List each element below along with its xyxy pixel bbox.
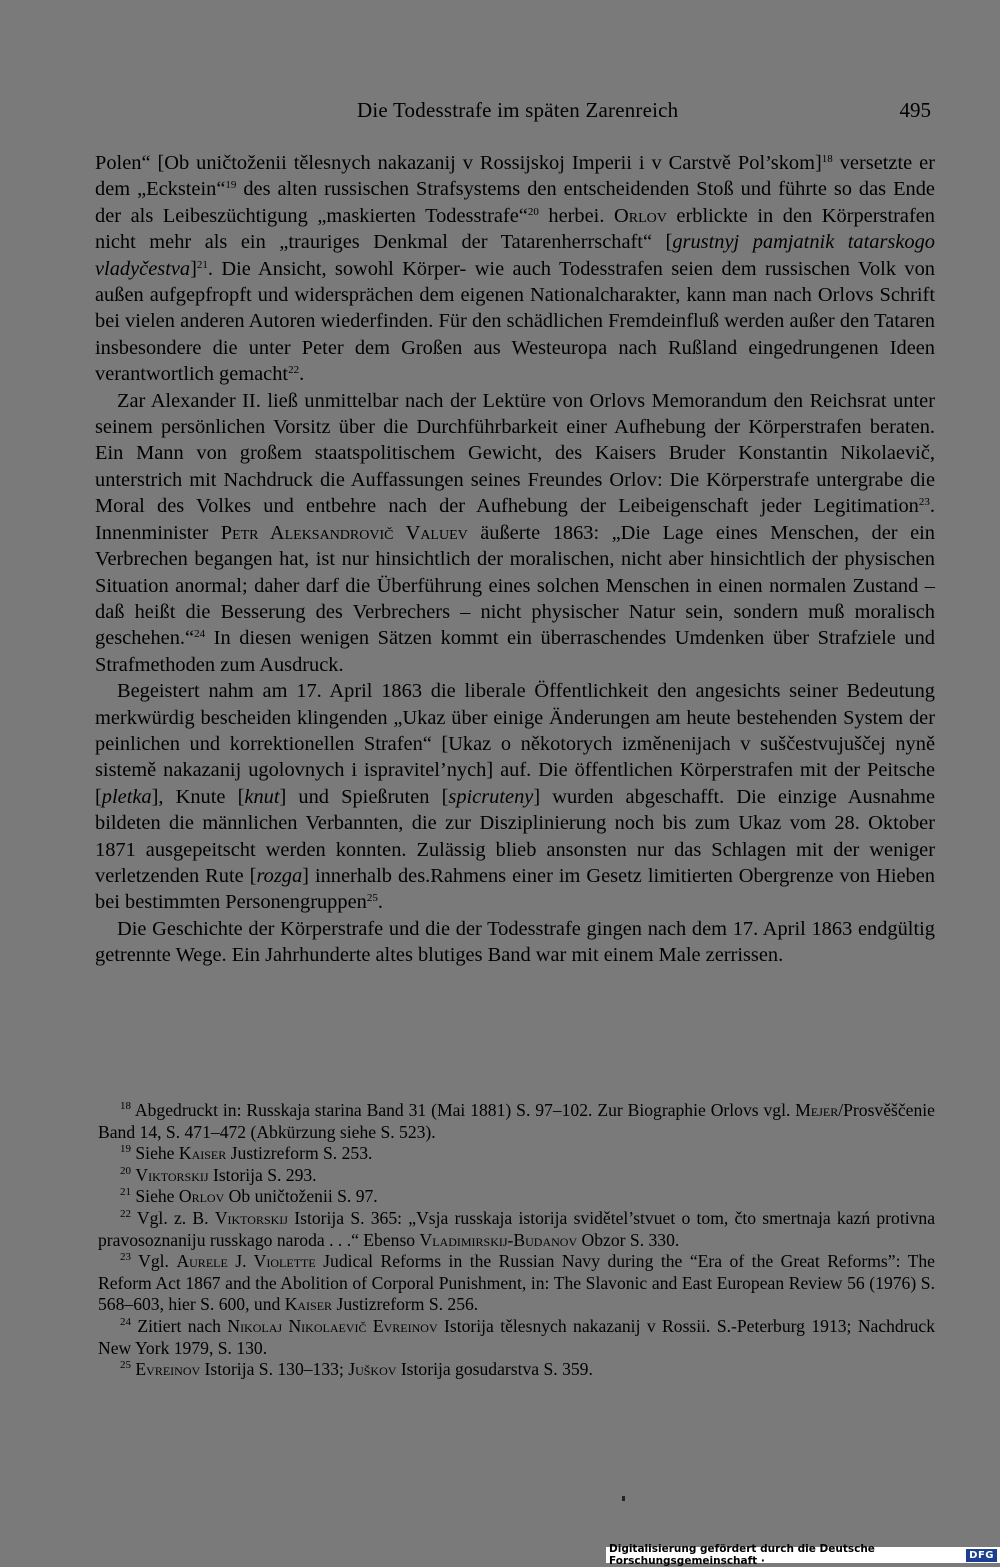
- footnote-number: 21: [120, 1186, 131, 1199]
- text-run: Istorija S. 130–133;: [200, 1359, 349, 1380]
- footnotes: [98, 1100, 935, 1381]
- footnote-ref-23: 23: [918, 496, 930, 509]
- footnote-20: [98, 1165, 935, 1187]
- text-run: . Innenminister: [95, 495, 935, 544]
- footnote-number: 25: [120, 1359, 131, 1372]
- author-name: Orlov: [178, 1186, 225, 1207]
- footnote-ref-18: 18: [821, 153, 833, 165]
- footnote-ref-24: 24: [194, 628, 206, 641]
- italic-term: knut: [244, 785, 280, 808]
- footnote-number: 23: [120, 1251, 131, 1264]
- text-run: Justizreform S. 253.: [226, 1143, 373, 1164]
- text-run: äußerte 1863: „Die Lage eines Menschen, der ein Verbrechen begangen hat, ist nur hinsichtlich der moralischen, nicht aber hinsichtlich der physischen Situation anormal; daher darf die Überführung eines solchen Menschen in einen normalen Zustand – daß heißt die Besserung des Verbrechers – nicht physischer Natur sein, sondern muß moralisch geschehen.“: [95, 521, 935, 650]
- text-run: ] und Spießruten [: [279, 785, 449, 808]
- text-run: Siehe: [131, 1186, 179, 1207]
- author-name: Vladimirskij-Budanov: [419, 1229, 578, 1250]
- text-run: des alten russischen Strafsystems den entscheidenden Stoß und führte so das Ende der als Leibeszüchtigung „maskierten Todesstrafe“: [95, 178, 935, 227]
- author-name: Mejer: [795, 1100, 839, 1120]
- footnote-18: [98, 1100, 935, 1143]
- text-run: Begeistert nahm am 17. April 1863 die liberale Öffentlichkeit den angesichts seiner Bedeutung merkwürdig bescheiden klingenden „Ukaz über einige Änderungen am heute bestehenden System der peinlichen und korrektionellen Strafen“ [Ukaz o někotorych izměnenijach v suščestvujuščej nyně sistemě nakazanij ugolovnych i ispravitel’nych] auf. Die öffentlichen Körperstrafen mit der Peitsche [: [95, 680, 935, 808]
- text-run: /Prosvěščenie Band 14, S. 471–472 (Abkürzung siehe S. 523).: [98, 1100, 935, 1142]
- footnote-24: [98, 1316, 935, 1359]
- paragraph-2: [95, 388, 935, 678]
- footnote-23: [98, 1251, 935, 1316]
- author-name: Aurele J. Violette: [176, 1251, 316, 1272]
- footnote-ref-22: 22: [288, 364, 300, 377]
- text-run: .: [299, 363, 305, 386]
- text-run: Vgl. z. B.: [131, 1207, 215, 1228]
- text-run: Istorija tělesnych nakazanij v Rossii. S.-Peterburg 1913; Nachdruck New York 1979, S. 130.: [98, 1315, 935, 1358]
- text-run: Zitiert nach: [131, 1315, 228, 1336]
- italic-term: rozga: [256, 864, 303, 887]
- paragraph-1: [95, 150, 935, 388]
- text-run: . Die Ansicht, sowohl Körper- wie auch Todesstrafen seien dem russischen Volk von außen aufgepfropft und widersprächen dem eigenen Nationalcharakter, kann man nach Orlovs Schrift bei vielen anderen Autoren wiederfinden. Für den schädlichen Fremdeinfluß werden außer den Tataren insbesondere die unter Peter dem Großen aus Westeuropa nach Rußland eingedrungenen Ideen verantwortlich gemacht: [95, 257, 935, 386]
- text-run: ], Knute [: [151, 785, 245, 808]
- text-run: Polen“ [Ob uničtoženii tělesnych nakazanij v Rossijskoj Imperii i v Carstvě Pol’skom]: [95, 152, 822, 174]
- italic-term: spicruteny: [448, 785, 534, 808]
- text-run: herbei.: [538, 204, 614, 227]
- text-run: Obzor S. 330.: [577, 1229, 680, 1250]
- dfg-logo: DFG: [966, 1549, 997, 1562]
- footnote-number: 19: [120, 1143, 131, 1156]
- footnote-ref-21: 21: [196, 258, 208, 271]
- footnote-22: [98, 1208, 935, 1251]
- footnote-ref-25: 25: [366, 892, 378, 905]
- footnote-number: 22: [120, 1207, 131, 1220]
- italic-term: pletka: [101, 785, 152, 808]
- text-run: Ob uničtoženii S. 97.: [224, 1186, 378, 1207]
- author-name: Juškov: [348, 1359, 397, 1380]
- text-run: .: [377, 891, 383, 914]
- credit-text: Digitalisierung gefördert durch die Deutsche Forschungsgemeinschaft ·: [609, 1543, 875, 1567]
- running-title: Die Todesstrafe im späten Zarenreich: [357, 98, 679, 122]
- author-name: Petr Aleksandrovič Valuev: [220, 521, 468, 544]
- main-text: [95, 150, 935, 969]
- footnote-number: 18: [120, 1100, 131, 1112]
- paragraph-3: [95, 678, 935, 916]
- text-run: Justizreform S. 256.: [332, 1294, 479, 1315]
- footnote-19: [98, 1143, 935, 1165]
- text-run: Vgl.: [131, 1251, 177, 1272]
- author-name: Viktorskij: [214, 1207, 288, 1228]
- author-name: Nikolaj Nikolaevič Evreinov: [227, 1315, 438, 1336]
- author-name: Kaiser: [178, 1143, 227, 1164]
- text-run: In diesen wenigen Sätzen kommt ein überraschendes Umdenken über Strafziele und Strafmethoden zum Ausdruck.: [95, 627, 935, 676]
- text-run: ]: [190, 257, 197, 280]
- text-run: Abgedruckt in: Russkaja starina Band 31 (Mai 1881) S. 97–102. Zur Biographie Orlovs vgl.: [131, 1100, 796, 1120]
- text-run: ] wurden abgeschafft. Die einzige Ausnahme bildeten die männlichen Verbannten, die zur Disziplinierung noch bis zum Ukaz vom 28. Oktober 1871 ausgepeitscht werden konnten. Zulässig blieb ansonsten nur das Schlagen mit der weniger verletzenden Rute [: [95, 785, 935, 887]
- text-run: Istorija S. 365: „Vsja russkaja istorija svidětel’stvuet o tom, čto smertnaja kazń protivna pravosoznaniju russkago naroda . . .“ Ebenso: [98, 1207, 936, 1250]
- scan-speck: [622, 1496, 625, 1501]
- footnote-number: 24: [120, 1315, 131, 1328]
- text-run: Judical Reforms in the Russian Navy during the “Era of the Great Reforms”: The Reform Act 1867 and the Abolition of Corporal Punishment, in: The Slavonic and East European Review 56 (1976) S. 568–603, hier S. 600, und: [98, 1251, 935, 1315]
- footnote-25: [98, 1359, 935, 1381]
- text-run: Zar Alexander II. ließ unmittelbar nach der Lektüre von Orlovs Memorandum den Reichsrat unter seinem persönlichen Vorsitz über die Durchführbarkeit einer Aufhebung der Körperstrafen beraten. Ein Mann von großem staatspolitischem Gewicht, des Kaisers Bruder Konstantin Nikolaevič, unterstrich mit Nachdruck die Auffassungen seines Freundes Orlov: Die Körperstrafe untergrabe die Moral des Volkes und entbehre nach der Aufhebung der Leibeigenschaft jeder Legitimation: [95, 389, 935, 518]
- text-run: ] innerhalb des.Rahmens einer im Gesetz limitierten Obergrenze von Hieben bei bestimmten Personengruppen: [95, 864, 935, 914]
- footnote-ref-19: 19: [225, 179, 237, 192]
- paragraph-4: Die Geschichte der Körperstrafe und die der Todesstrafe gingen nach dem 17. April 1863 endgültig getrennte Wege. Ein Jahrhunderte altes blutiges Band war mit einem Male zerrissen.: [95, 917, 935, 967]
- italic-term: grustnyj pamjatnik tatarskogo vladyčestva: [95, 231, 935, 280]
- text-run: Siehe: [131, 1143, 179, 1164]
- text-run: versetzte er dem „Eckstein“: [95, 152, 935, 201]
- author-name: Kaiser: [284, 1294, 333, 1315]
- digitization-credit: [606, 1543, 1000, 1567]
- page-number: 495: [899, 98, 931, 122]
- author-name: Orlov: [614, 204, 667, 227]
- running-head: [95, 98, 935, 126]
- footnote-number: 20: [120, 1164, 131, 1177]
- footnote-21: [98, 1186, 935, 1208]
- text-run: Istorija S. 293.: [208, 1164, 317, 1185]
- footnote-ref-20: 20: [527, 205, 539, 218]
- text-run: erblickte in den Körperstrafen nicht mehr als ein „trauriges Denkmal der Tatarenherrschaft“ [: [95, 204, 935, 254]
- text-run: Istorija gosudarstva S. 359.: [396, 1359, 593, 1380]
- author-name: Viktorskij: [135, 1164, 209, 1185]
- author-name: Evreinov: [135, 1359, 201, 1380]
